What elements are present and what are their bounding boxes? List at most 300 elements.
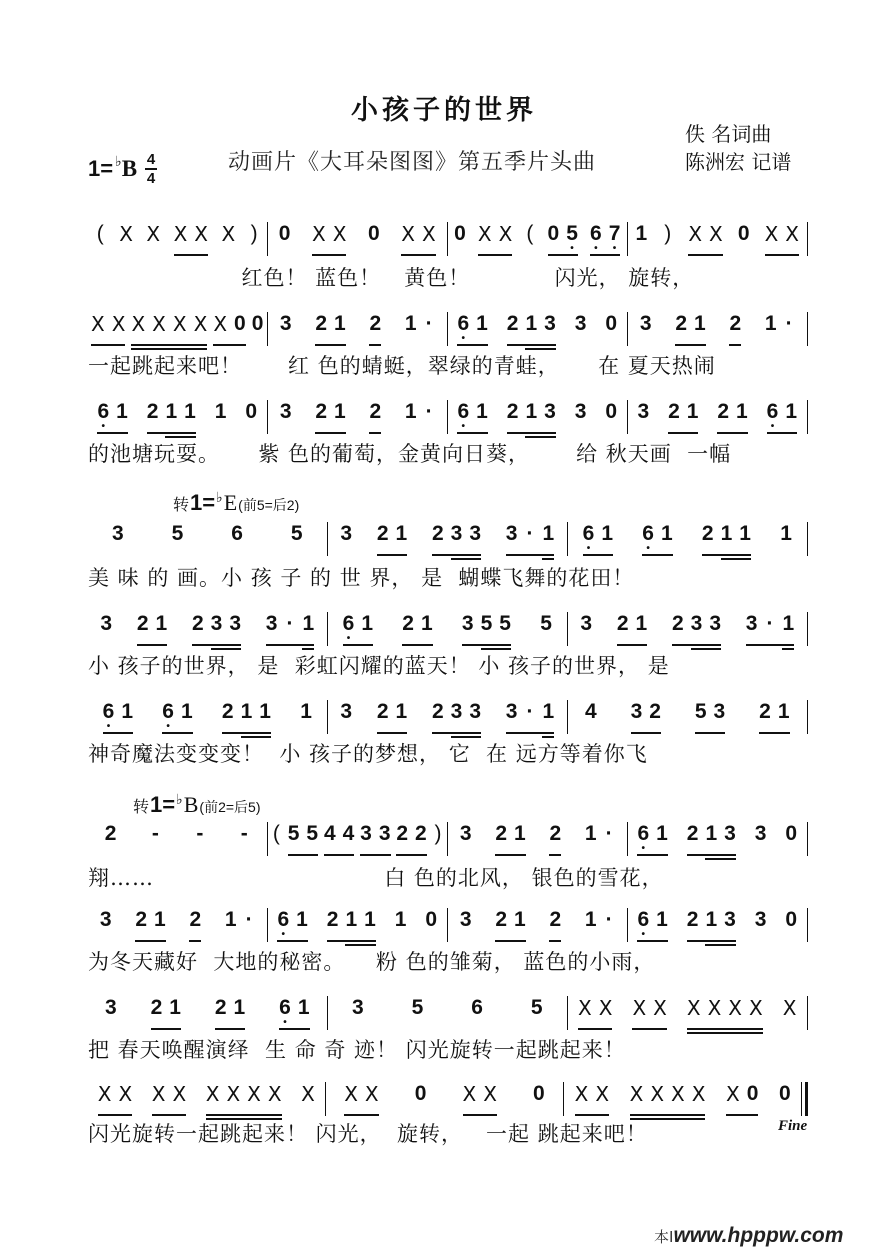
measure [328,700,567,740]
note: 1 [739,522,751,545]
note: 2 [759,700,771,723]
note: · [785,312,793,335]
rhythm-x: X [221,222,236,246]
rhythm-x: X [205,1082,220,1106]
rhythm-x: X [498,222,513,246]
note: 2 [315,400,328,423]
note: 3 [505,700,518,723]
note-group [412,996,424,1026]
note-group [280,312,292,342]
note: 6 • [97,400,110,432]
note-group [174,222,208,256]
note-group [605,400,617,430]
note: 2 [369,400,382,423]
note: - [196,822,204,845]
note-group [213,312,245,346]
barline [807,996,809,1030]
note: 5 • [566,222,578,254]
note: 2 [431,700,444,723]
note: 1 [720,522,733,545]
note: 6 • [766,400,779,432]
modulation-letter: E [223,490,238,515]
note-group [780,522,792,552]
note: ( [272,822,280,845]
note-group [506,700,554,738]
note-group [637,822,667,856]
note: 2 [431,522,444,545]
note-group [631,700,661,734]
note: 2 [146,400,159,423]
note-group [454,222,466,252]
watermark-link[interactable]: www.hpppw.com [673,1224,844,1247]
note-group [225,908,255,938]
note-group [585,908,615,938]
note: 1 [296,908,308,931]
score-row [88,822,808,862]
note-group [100,612,112,642]
note: 2 [396,822,409,845]
lyrics-line: 神奇魔法变变变！ 小 孩子的梦想， 它 在 远方等着你飞 [88,742,648,766]
measure [88,400,267,440]
note: · [245,908,253,931]
note: 2 [191,612,204,635]
note-group [279,996,309,1030]
note: 2 [549,822,562,845]
rhythm-x: X [653,996,667,1020]
rhythm-x: X [118,1082,133,1106]
note: ) [664,222,672,245]
barline [807,522,809,556]
note: 1 [656,822,668,845]
measure [448,400,627,440]
note-group [432,700,481,738]
note: 6 • [637,822,650,854]
note: 3 [459,822,472,845]
note-group [729,312,741,346]
note-group [585,822,615,852]
rhythm-x: X [483,1082,497,1106]
score-row [88,1082,808,1122]
measure [268,222,447,262]
modulation-key: 1= [150,792,176,817]
note: 3 [461,612,474,635]
note-group [135,908,165,942]
note: 1 [334,400,346,423]
note-group [151,996,181,1030]
note-group [432,522,481,560]
note: 2 [136,612,149,635]
note: · [526,700,534,723]
note-group [368,222,380,252]
rhythm-x: X [671,1082,685,1106]
rhythm-x: X [172,1082,187,1106]
note: 2 [495,822,508,845]
note-group [150,822,161,852]
rhythm-x: X [146,222,161,246]
measure [628,400,807,440]
note: 0 [785,822,798,845]
lyrics-line: 红色！ 蓝色！ 黄色！ 闪光， 旋转， [88,266,695,290]
note: 3 [340,522,353,545]
score-row [88,700,808,740]
note-group [344,1082,378,1116]
note-group [105,822,117,852]
note-group [630,1082,706,1120]
note-group [687,908,736,946]
note: 1 [394,908,407,931]
note: 0 [779,1082,791,1105]
note-group [352,996,364,1026]
rhythm-x: X [194,222,208,246]
rhythm-x: X [578,996,592,1020]
note: 3 [580,612,593,635]
note-group [315,400,345,434]
note-group [785,822,797,852]
note-group [583,522,613,556]
note-group [401,222,435,256]
note-group [755,908,767,938]
measure [568,522,807,562]
note: ) [250,222,258,245]
note: 5 [480,612,493,635]
note-group [687,996,763,1034]
note: 6 • [590,222,602,254]
note: 0 [234,312,246,335]
measure [326,1082,563,1122]
rhythm-x: X [650,1082,665,1106]
rhythm-x: X [401,222,415,246]
note: 3 [210,612,223,635]
note: 7 • [608,222,621,254]
flat-icon: ♭ [176,791,183,807]
note: 1 [420,612,433,635]
note-group [95,222,106,252]
note: 1 [184,400,196,423]
note-group [695,700,725,734]
note: - [240,822,248,845]
note-group [189,908,201,942]
note-group [575,312,587,342]
note: 6 • [342,612,355,644]
rhythm-x: X [119,222,133,246]
note-group [215,996,245,1030]
note: 6 • [582,522,595,554]
note: 2 [315,312,328,335]
modulation-2 [133,792,260,818]
note: 3 [229,612,241,635]
key-prefix: 1= [88,156,114,181]
note: 0 [414,1082,427,1105]
note-group [662,222,673,252]
note: 3 [279,312,292,335]
note-group [767,400,797,434]
barline [807,822,809,856]
measure [448,822,627,862]
note-group [340,700,352,730]
note: 3 [639,312,652,335]
score-row [88,222,808,262]
note-group [585,700,597,730]
note: · [605,822,613,845]
note: 3 [713,700,726,723]
score-row [88,522,808,562]
composer-credit: 佚 名词曲 [685,122,772,146]
note: · [766,612,774,635]
rhythm-x: X [193,312,208,336]
note-group [531,996,543,1026]
note-group [192,612,241,650]
note: 1 [705,822,718,845]
note-group [433,822,444,852]
note: 1 [785,400,798,423]
note: 2 [506,312,519,335]
note-group [507,312,556,350]
rhythm-x: X [595,1082,610,1106]
note: 1 [736,400,748,423]
note: 3 [754,822,767,845]
note: 2 [214,996,227,1019]
measure [268,908,447,948]
note-group [315,312,345,346]
modulation-prefix: 转 [133,799,150,816]
note: 0 [454,222,466,245]
measure [88,522,327,562]
note: 1 [782,612,795,635]
key-signature [88,152,157,186]
rhythm-x: X [226,1082,241,1106]
rhythm-x: X [709,222,723,246]
barline [807,612,809,646]
measure [268,822,447,862]
note-group [702,522,751,560]
note: ( [96,222,104,245]
note: 2 [326,908,339,931]
note: 2 [671,612,684,635]
note: 1 [476,400,488,423]
note: 2 [369,312,382,335]
note: 3 [690,612,703,635]
note-group [759,700,789,734]
note: 6 • [457,312,470,344]
note: 3 [724,822,736,845]
note-group [105,996,117,1026]
note-group [642,522,672,556]
measure [88,908,267,948]
rhythm-x: X [688,222,703,246]
note-group [288,822,318,856]
note: 1 [116,400,128,423]
note: 1 [300,700,312,723]
note: 4 [342,822,355,845]
note: 2 [150,996,163,1019]
note: 6 • [457,400,470,432]
note-group [495,908,525,942]
modulation-letter: B [183,792,199,817]
note: 1 [525,312,538,335]
rhythm-x: X [301,1082,315,1106]
note-group [548,222,578,256]
note-group [119,222,133,252]
note: 4 [584,700,597,723]
note-group [783,996,797,1026]
measure [628,222,807,262]
rhythm-x: X [462,1082,477,1106]
note: 3 [360,822,372,845]
measure [88,612,327,652]
note-group [340,522,352,552]
note-group [617,612,647,646]
note: 0 [547,222,560,245]
time-signature [145,152,157,186]
note: 1 [525,400,538,423]
note: · [605,908,613,931]
note-group [755,822,767,852]
note: 0 [533,1082,545,1105]
note-group [675,312,705,346]
note: 3 [724,908,736,931]
note-group [396,822,426,856]
note: 1 [660,522,673,545]
note: 1 [514,908,526,931]
note-group [779,1082,791,1112]
note: 3 [637,400,650,423]
note: 5 [171,522,184,545]
note: 4 [323,822,336,845]
note: 3 [709,612,721,635]
note-group [245,400,257,430]
modulation-note: (前2=后5) [199,799,261,815]
note-group [717,400,747,434]
lyrics-line: 美 味 的 画。小 孩 子 的 世 界， 是 蝴蝶飞舞的花田！ [88,566,635,590]
note-group [146,222,160,252]
note-group [369,400,381,434]
fine-marking: Fine [778,1118,808,1134]
note: 6 • [642,522,654,554]
note: 2 [668,400,680,423]
measure [268,400,447,440]
note-group [457,400,487,434]
note: 2 [376,522,389,545]
rhythm-x: X [629,1082,644,1106]
note: 5 [530,996,543,1019]
note: 1 [302,612,315,635]
barline [807,400,809,434]
note: 3 [378,822,391,845]
note-group [103,700,133,734]
note: 3 [99,908,112,931]
note-group [507,400,556,438]
note-group [327,908,376,946]
note: 1 [165,400,178,423]
note: 3 [279,400,292,423]
note-group [360,822,390,856]
note: 5 [411,996,424,1019]
note-group [632,996,666,1030]
note: 1 [404,400,417,423]
measure [568,700,807,740]
measure [88,222,267,262]
note-group [147,400,196,438]
note: 5 [287,822,300,845]
note: 5 [694,700,707,723]
note: 1 [476,312,488,335]
note-group [249,222,260,252]
note-group [765,222,799,256]
rhythm-x: X [344,1082,358,1106]
note-group [533,1082,545,1112]
measure [88,996,327,1036]
note: 6 • [162,700,174,732]
rhythm-x: X [782,996,797,1020]
note: 3 [574,312,587,335]
note: 1 [334,312,346,335]
note-group [291,522,303,552]
rhythm-x: X [111,312,126,336]
note-group [640,312,652,342]
watermark [654,1224,843,1248]
note: 2 [506,400,519,423]
measure [568,612,807,652]
note: 3 [544,312,556,335]
note-group [112,522,124,552]
note-group [471,996,483,1026]
note-group [765,312,795,342]
note-group [222,700,271,738]
barline [807,222,809,256]
rhythm-x: X [364,1082,379,1106]
note: 1 [404,312,417,335]
rhythm-x: X [172,312,187,336]
rhythm-x: X [173,222,188,246]
note: 5 [306,822,319,845]
note-group [506,522,554,560]
note: 0 [245,400,258,423]
note-group [343,612,373,646]
rhythm-x: X [312,222,326,246]
rhythm-x: X [726,1082,740,1106]
note: 1 [395,700,408,723]
note-group [425,908,437,938]
note: 1 [542,700,555,723]
modulation-prefix: 转 [173,497,190,514]
note: 1 [121,700,133,723]
rhythm-x: X [267,1082,282,1106]
measure [448,312,627,352]
note: 5 [499,612,511,635]
note-group [231,522,243,552]
lyrics-line: 的池塘玩耍。 紫 色的葡萄，金黄向日葵， 给 秋天画 一幅 [88,442,732,466]
measure [628,908,807,948]
note: 1 [635,222,648,245]
note: · [425,312,433,335]
note-group [462,612,511,650]
note-group [215,400,227,430]
key-letter: B [121,156,138,181]
note: 1 [656,908,668,931]
note: 3 [754,908,767,931]
note-group [402,612,432,646]
note: 1 [364,908,376,931]
score-row [88,312,808,352]
note-group [746,612,794,650]
note: 3 [450,522,463,545]
note: 2 [649,700,661,723]
note: 1 [233,996,246,1019]
note: 2 [686,908,699,931]
note-group [478,222,512,256]
score-row [88,996,808,1036]
note: 1 [345,908,358,931]
